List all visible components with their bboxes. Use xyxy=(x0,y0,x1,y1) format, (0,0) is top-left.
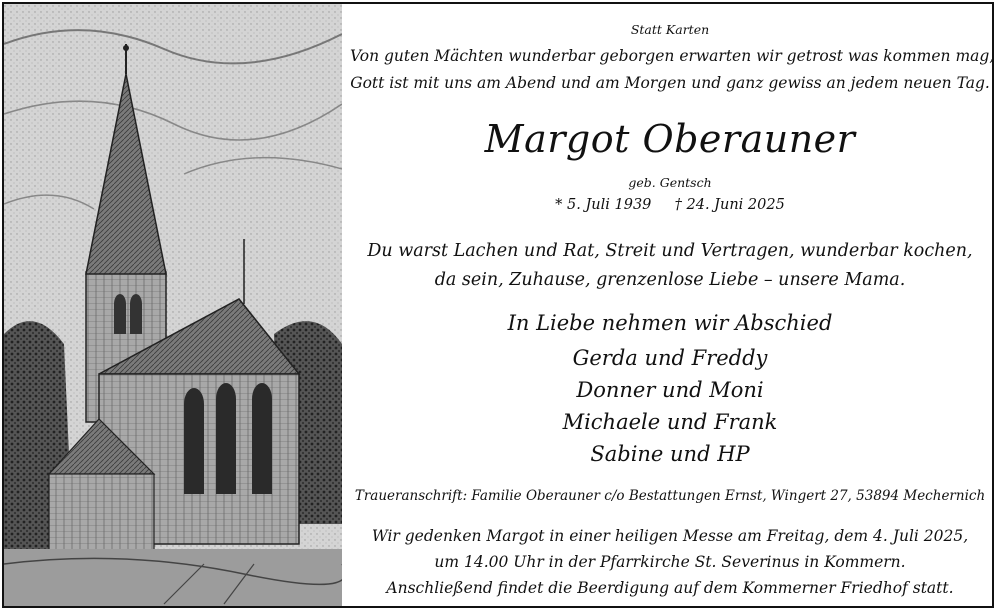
deceased-name: Margot Oberauner xyxy=(484,117,856,161)
mourning-address: Traueranschrift: Familie Oberauner c/o Bestattungen Ernst, Wingert 27, 53894 Mechernich xyxy=(354,488,986,504)
verse-line-2: Gott ist mit uns am Abend und am Morgen und ganz gewiss an jedem neuen Tag. xyxy=(350,74,990,92)
quote-line-2: da sein, Zuhause, grenzenlose Liebe – unsere Mama. xyxy=(434,270,906,290)
obituary-text xyxy=(350,4,995,606)
church-sketch-image xyxy=(4,4,342,606)
death-date: † 24. Juni 2025 xyxy=(674,197,785,213)
birth-date: * 5. Juli 1939 xyxy=(555,197,652,213)
mass-line-2: um 14.00 Uhr in der Pfarrkirche St. Severinus in Kommern. xyxy=(434,553,906,571)
intro-text: Statt Karten xyxy=(630,22,710,37)
verse-line-1: Von guten Mächten wunderbar geborgen erwarten wir getrost was kommen mag, xyxy=(350,47,995,65)
maiden-name: geb. Gentsch xyxy=(628,175,712,190)
family-member: Gerda und Freddy xyxy=(572,346,768,370)
farewell-text: In Liebe nehmen wir Abschied xyxy=(507,311,833,335)
family-member: Sabine und HP xyxy=(590,442,750,466)
family-member: Michaele und Frank xyxy=(562,410,778,434)
church-illustration xyxy=(4,4,342,606)
life-dates xyxy=(350,197,990,213)
family-member: Donner und Moni xyxy=(576,378,764,402)
mass-line-1: Wir gedenken Margot in einer heiligen Messe am Freitag, dem 4. Juli 2025, xyxy=(371,527,969,545)
quote-line-1: Du warst Lachen und Rat, Streit und Vertragen, wunderbar kochen, xyxy=(367,241,973,261)
mass-line-3: Anschließend findet die Beerdigung auf dem Kommerner Friedhof statt. xyxy=(386,579,954,597)
